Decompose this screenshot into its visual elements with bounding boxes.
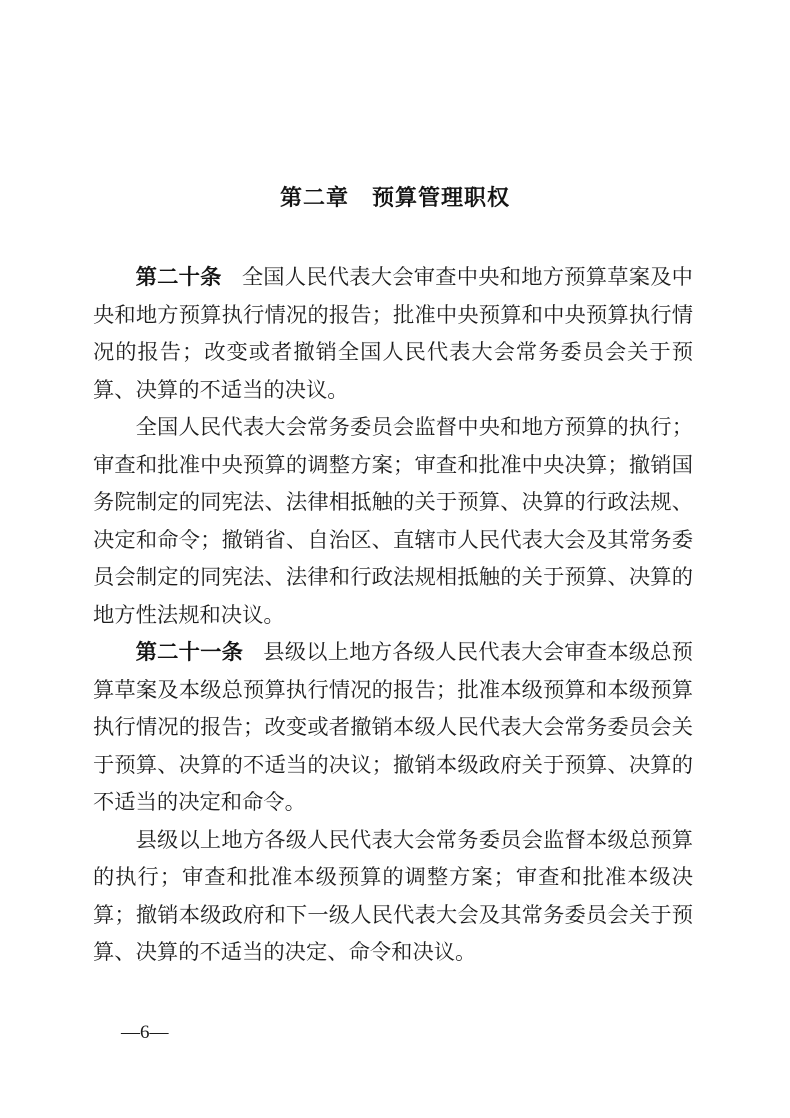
article-paragraph <box>93 259 693 409</box>
article-paragraph <box>93 822 693 972</box>
paragraph-text: 县级以上地方各级人民代表大会常务委员会监督本级总预算的执行；审查和批准本级预算的调整方案；审查和批准本级决算；撤销本级政府和下一级人民代表大会及其常务委员会关于预算、决算的不适当的决定、命令和决议。 <box>93 827 693 964</box>
paragraph-text: 全国人民代表大会审查中央和地方预算草案及中央和地方预算执行情况的报告；批准中央预算和中央预算执行情况的报告；改变或者撤销全国人民代表大会常务委员会关于预算、决算的不适当的决议。 <box>93 265 693 402</box>
article-paragraph <box>93 409 693 634</box>
article-number: 第二十一条 <box>135 640 244 664</box>
article-paragraph <box>93 634 693 822</box>
article-body <box>93 259 693 972</box>
chapter-heading: 第二章 预算管理职权 <box>279 185 510 210</box>
paragraph-text: 全国人民代表大会常务委员会监督中央和地方预算的执行；审查和批准中央预算的调整方案；审查和批准中央决算；撤销国务院制定的同宪法、法律相抵触的关于预算、决算的行政法规、决定和命令；撤销省、自治区、直辖市人民代表大会及其常务委员会制定的同宪法、法律和行政法规相抵触的关于预算、决算的地方性法规和决议。 <box>93 415 693 627</box>
article-number: 第二十条 <box>135 265 222 289</box>
paragraph-text: 县级以上地方各级人民代表大会审查本级总预算草案及本级总预算执行情况的报告；批准本级预算和本级预算执行情况的报告；改变或者撤销本级人民代表大会常务委员会关于预算、决算的不适当的决议；撤销本级政府关于预算、决算的不适当的决定和命令。 <box>93 640 693 814</box>
page-number: —6— <box>121 1022 169 1043</box>
